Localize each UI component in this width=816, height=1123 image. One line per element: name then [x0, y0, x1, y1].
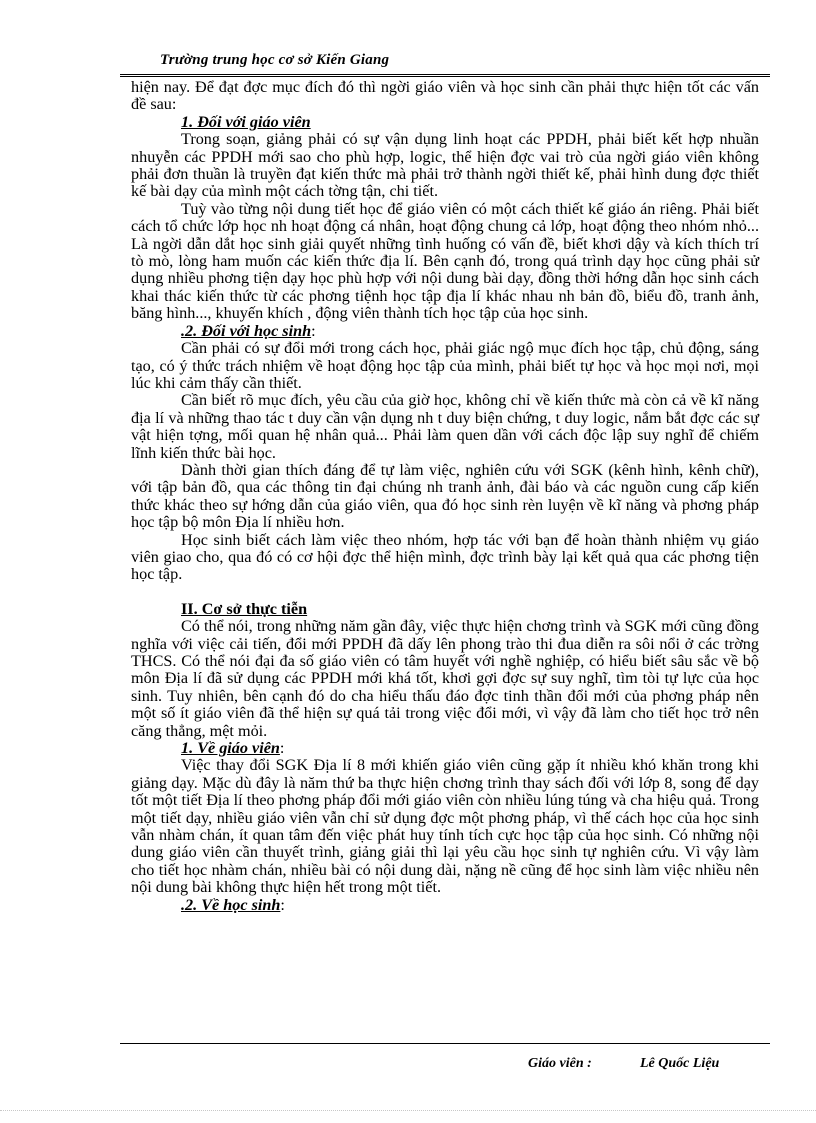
- heading-teachers: 1. Đối với giáo viên: [181, 112, 311, 131]
- heading-students-colon: :: [311, 321, 316, 340]
- paragraph-students-2: Cần biết rõ mục đích, yêu cầu của giờ học, không chỉ về kiến thức mà còn cả về kĩ năng địa lí và những thao tác t duy cần vận dụng nh t duy biện chứng, t duy logic, nắm bắt đợc các sự vật hiện tợng, mối quan hệ nhân quả... Phải làm quen dần với cách độc lập suy nghĩ để chiếm lĩnh kiến thức bài học.: [131, 391, 759, 462]
- heading-students: .2. Đối với học sinh: [181, 321, 312, 340]
- header-divider: [120, 74, 770, 77]
- footer-divider: [120, 1043, 770, 1044]
- heading-students-wrap: [181, 323, 759, 340]
- page-bottom-dotted-border: [0, 1110, 816, 1111]
- heading-about-teachers: 1. Về giáo viên: [181, 739, 280, 758]
- footer-teacher-label: Giáo viên :: [528, 1056, 592, 1071]
- paragraph-about-teachers: Việc thay đổi SGK Địa lí 8 mới khiến giáo viên cũng gặp ít nhiều khó khăn trong khi giảng dạy. Mặc dù đây là năm thứ ba thực hiện chơng trình thay sách đối với lớp 8, song để dạy tốt một tiết Địa lí theo phơng pháp đổi mới giáo viên còn nhiều lúng túng và cha hiệu quả. Trong một tiết dạy, nhiều giáo viên vẫn chỉ sử dụng đợc một phơng pháp, vì thế cách học của học sinh vẫn nhàm chán, ít quan tâm đến việc phát huy tính tích cực học tập của học sinh. Có những nội dung giáo viên cần thuyết trình, giảng giải thì lại yêu cầu học sinh tự nghiên cứu. Vì vậy làm cho tiết học nhàm chán, nhiều bài có nội dung dài, nặng nề cũng để học sinh làm việc nhiều nên nội dung bài không thực hiện hết trong một tiết.: [131, 756, 759, 897]
- paragraph-students-1: Cần phải có sự đổi mới trong cách học, phải giác ngộ mục đích học tập, chủ động, sáng tạo, có ý thức trách nhiệm về hoạt động học tập của mình, phải biết tự học và học mọi nơi, mọi lúc khi cảm thấy cần thiết.: [131, 339, 759, 392]
- heading-about-students: .2. Về học sinh: [181, 895, 281, 914]
- paragraph-students-3: Dành thời gian thích đáng để tự làm việc, nghiên cứu với SGK (kênh hình, kênh chữ), với tập bản đồ, qua các thông tin đại chúng nh tranh ảnh, đài báo và các nguồn cung cấp kiến thức khác theo sự hớng dẫn của giáo viên, qua đó học sinh rèn luyện về kĩ năng và phơng pháp học tập bộ môn Địa lí nhiều hơn.: [131, 460, 759, 532]
- paragraph-teachers-2: Tuỳ vào từng nội dung tiết học để giáo viên có một cách thiết kế giáo án riêng. Phải biết cách tổ chức lớp học nh hoạt động cá nhân, hoạt động chung cả lớp, hoạt động theo nhóm nhỏ... Là ngời dẫn dắt học sinh giải quyết những tình huống có vấn đề, biết khơi dậy và kích thích trí tò mò, lòng ham muốn các kiến thức địa lí. Bên cạnh đó, trong quá trình dạy học cũng phải sử dụng nhiều phơng tiện dạy học phù hợp với nội dung bài dạy, đồng thời hớng dẫn học sinh cách khai thác kiến thức từ các phơng tiệnh học tập địa lí khác nhau nh bản đồ, biểu đồ, tranh ảnh, băng hình..., khuyến khích , động viên thành tích học tập của học sinh.: [131, 199, 759, 323]
- paragraph-students-4: Học sinh biết cách làm việc theo nhóm, hợp tác với bạn để hoàn thành nhiệm vụ giáo viên giao cho, qua đó có cơ hội đợc thể hiện mình, đợc trình bày lại kết quả qua các phơng tiện học tập.: [131, 530, 759, 584]
- heading-practical-basis: II. Cơ sở thực tiễn: [181, 599, 308, 618]
- heading-about-students-colon: :: [280, 895, 285, 914]
- header-school-name: Trường trung học cơ sở Kiến Giang: [160, 52, 390, 68]
- heading-about-students-wrap: [181, 897, 759, 914]
- paragraph-teachers-1: Trong soạn, giảng phải có sự vận dụng linh hoạt các PPDH, phải biết kết hợp nhuần nhuyễn các PPDH mới sao cho phù hợp, logic, thể hiện đợc vai trò của ngời giáo viên không phải đơn thuần là truyền đạt kiến thức mà phải trở thành ngời thiết kế, phải hình dung đợc thiết kế bài dạy của mình một cách tờng tận, chi tiết.: [131, 130, 759, 201]
- heading-about-teachers-wrap: [181, 740, 759, 757]
- document-body: [131, 79, 759, 914]
- heading-about-teachers-colon: :: [279, 739, 285, 758]
- paragraph-practical-basis: Có thể nói, trong những năm gần đây, việc thực hiện chơng trình và SGK mới cũng đồng nghĩa với việc cải tiến, đổi mới PPDH đã dấy lên phong trào thi đua diễn ra sôi nổi ở các trờng THCS. Có thể nói đại đa số giáo viên có tâm huyết với nghề nghiệp, có hiểu biết sâu sắc về bộ môn Địa lí đã sử dụng các PPDH mới khá tốt, khơi gợi đợc sự suy nghĩ, tìm tòi tự lực của học sinh. Tuy nhiên, bên cạnh đó do cha hiểu thấu đáo đợc tinh thần đổi mới của phơng pháp nên một số ít giáo viên đã thể hiện sự quá tải trong việc đổi mới, vì vậy đã làm cho tiết học trở nên căng thẳng, mệt mỏi.: [131, 617, 759, 740]
- paragraph-intro: hiện nay. Để đạt đợc mục đích đó thì ngời giáo viên và học sinh cần phải thực hiện tốt các vấn đề sau:: [131, 78, 759, 114]
- section-gap: [131, 584, 759, 601]
- footer-teacher-name: Lê Quốc Liệu: [640, 1056, 720, 1071]
